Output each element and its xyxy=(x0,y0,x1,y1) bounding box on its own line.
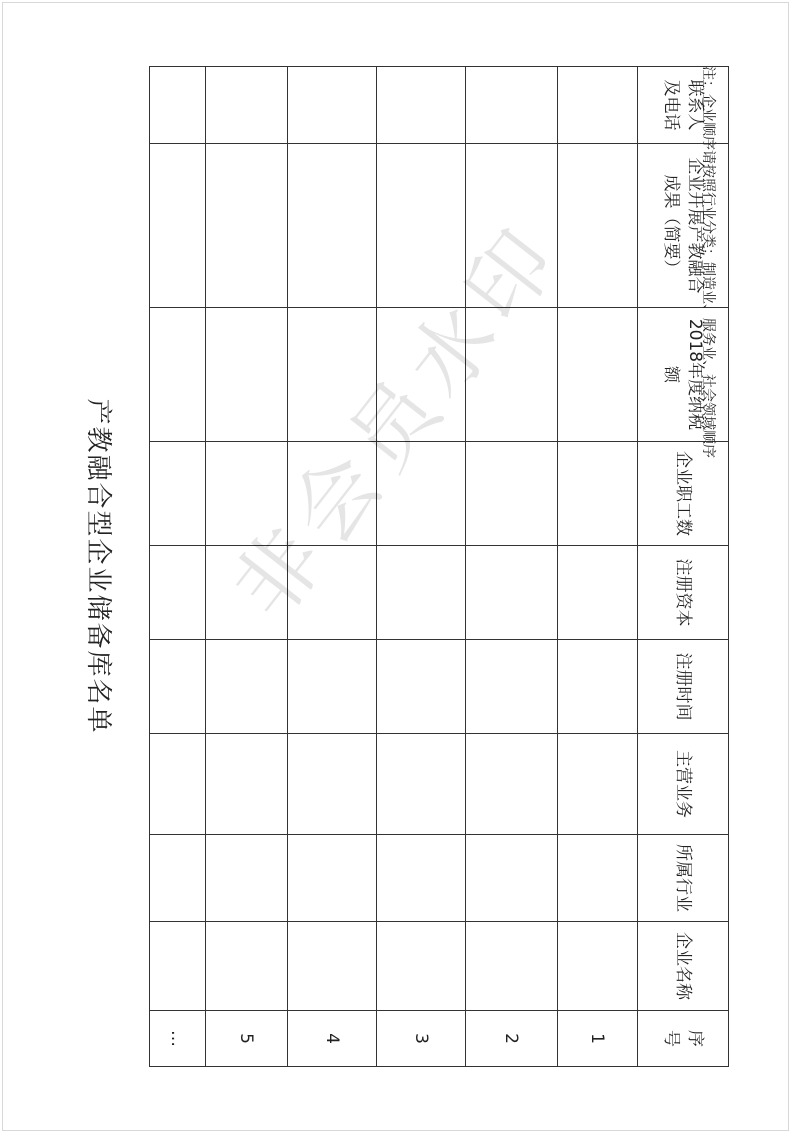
document-title: 产教融合型企业储备库名单 xyxy=(83,398,113,735)
table-row xyxy=(377,67,466,1067)
table-row xyxy=(557,67,637,1067)
header-contact: 联系人 及电话 xyxy=(637,67,728,144)
header-serial: 序 号 xyxy=(637,1011,728,1067)
row-number: 4 xyxy=(288,1011,377,1067)
row-number: 2 xyxy=(466,1011,557,1067)
header-tax: 2018年度纳税 额 xyxy=(637,308,728,442)
header-reg-time: 注册时间 xyxy=(637,640,728,734)
row-number: … xyxy=(150,1011,206,1067)
header-employees: 企业职工数 xyxy=(637,442,728,546)
header-company-name: 企业名称 xyxy=(637,922,728,1011)
row-number: 3 xyxy=(377,1011,466,1067)
row-number: 5 xyxy=(205,1011,287,1067)
watermark: 非会员水印 xyxy=(214,205,581,637)
row-number: 1 xyxy=(557,1011,637,1067)
footnote: 注：企业顺序请按照行业分类：制造业、服务业、社会领域顺序 xyxy=(700,66,716,458)
header-achievement: 企业开展产教融合 成果（简要） xyxy=(637,144,728,308)
header-business: 主营业务 xyxy=(637,734,728,835)
header-capital: 注册资本 xyxy=(637,546,728,640)
table-row xyxy=(150,67,206,1067)
header-industry: 所属行业 xyxy=(637,835,728,922)
